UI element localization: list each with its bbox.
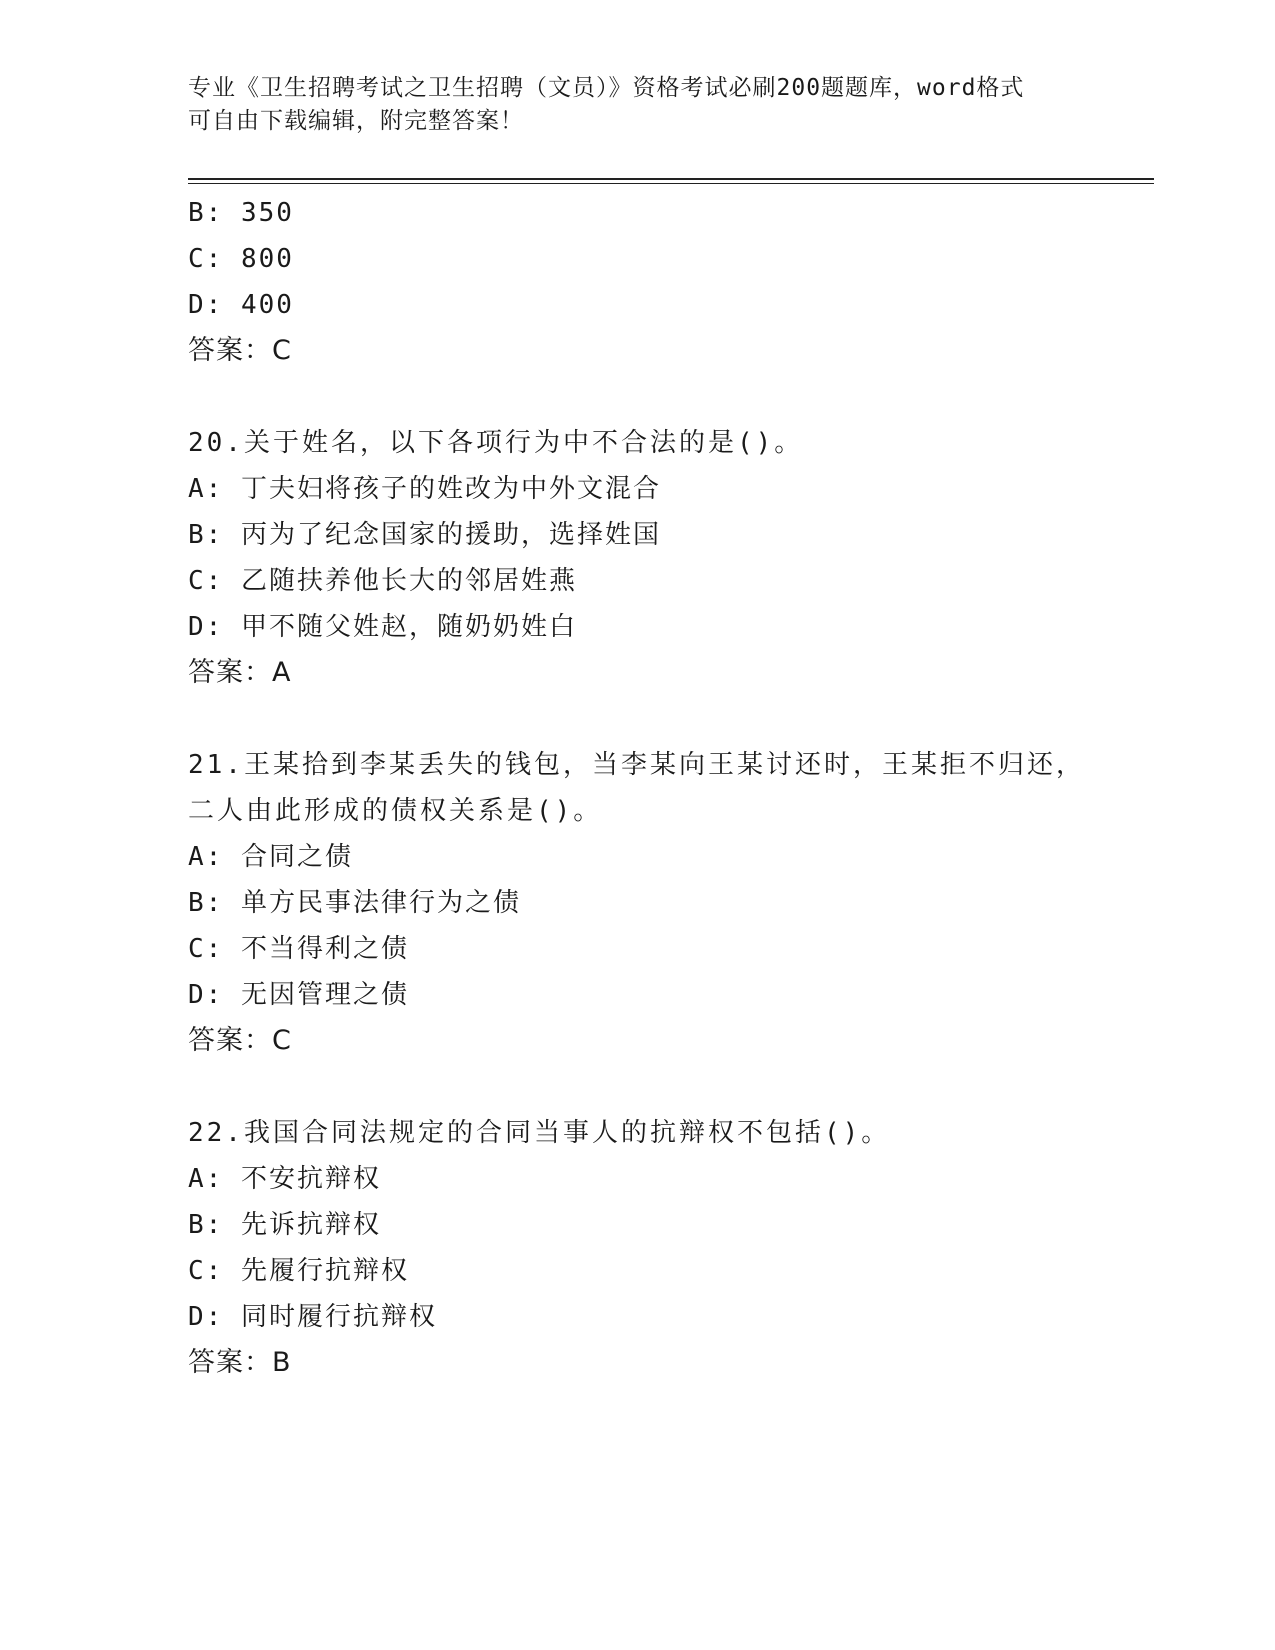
question-stem — [188, 1110, 1154, 1156]
answer-line: 答案：B — [188, 1347, 292, 1378]
option-b: B: 单方民事法律行为之债 — [188, 888, 521, 918]
question-20 — [188, 420, 1154, 696]
option-b: B: 先诉抗辩权 — [188, 1210, 381, 1240]
stem-line: 21.王某拾到李某丢失的钱包，当李某向王某讨还时，王某拒不归还， — [188, 750, 1085, 780]
header-divider-thin — [188, 183, 1154, 184]
header-line-2: 可自由下载编辑，附完整答案！ — [188, 108, 524, 134]
question-list — [188, 190, 1154, 1386]
option-c: C: 800 — [188, 244, 294, 274]
option-c: C: 先履行抗辩权 — [188, 1256, 409, 1286]
answer-line: 答案：C — [188, 1025, 292, 1056]
question-stem — [188, 420, 1154, 466]
question-21 — [188, 742, 1154, 1064]
spacer — [188, 1064, 1154, 1110]
spacer — [188, 374, 1154, 420]
option-a: A: 合同之债 — [188, 842, 353, 872]
document-header — [188, 72, 1088, 138]
option-c: C: 不当得利之债 — [188, 934, 409, 964]
option-a: A: 不安抗辩权 — [188, 1164, 381, 1194]
stem-line: 20.关于姓名，以下各项行为中不合法的是()。 — [188, 428, 804, 458]
question-22 — [188, 1110, 1154, 1386]
stem-line: 二人由此形成的债权关系是()。 — [188, 796, 603, 826]
option-d: D: 无因管理之债 — [188, 980, 409, 1010]
question-19-tail — [188, 190, 1154, 374]
spacer — [188, 696, 1154, 742]
option-d: D: 同时履行抗辩权 — [188, 1302, 437, 1332]
option-c: C: 乙随扶养他长大的邻居姓燕 — [188, 566, 577, 596]
option-d: D: 甲不随父姓赵，随奶奶姓白 — [188, 612, 577, 642]
answer-line: 答案：C — [188, 335, 292, 366]
option-b: B: 350 — [188, 198, 294, 228]
header-divider — [188, 178, 1154, 180]
option-b: B: 丙为了纪念国家的援助，选择姓国 — [188, 520, 661, 550]
option-d: D: 400 — [188, 290, 294, 320]
stem-line: 22.我国合同法规定的合同当事人的抗辩权不包括()。 — [188, 1118, 891, 1148]
option-a: A: 丁夫妇将孩子的姓改为中外文混合 — [188, 474, 661, 504]
header-line-1: 专业《卫生招聘考试之卫生招聘（文员）》资格考试必刷200题题库，word格式 — [188, 75, 1025, 101]
question-stem — [188, 742, 1154, 834]
answer-line: 答案：A — [188, 657, 292, 688]
